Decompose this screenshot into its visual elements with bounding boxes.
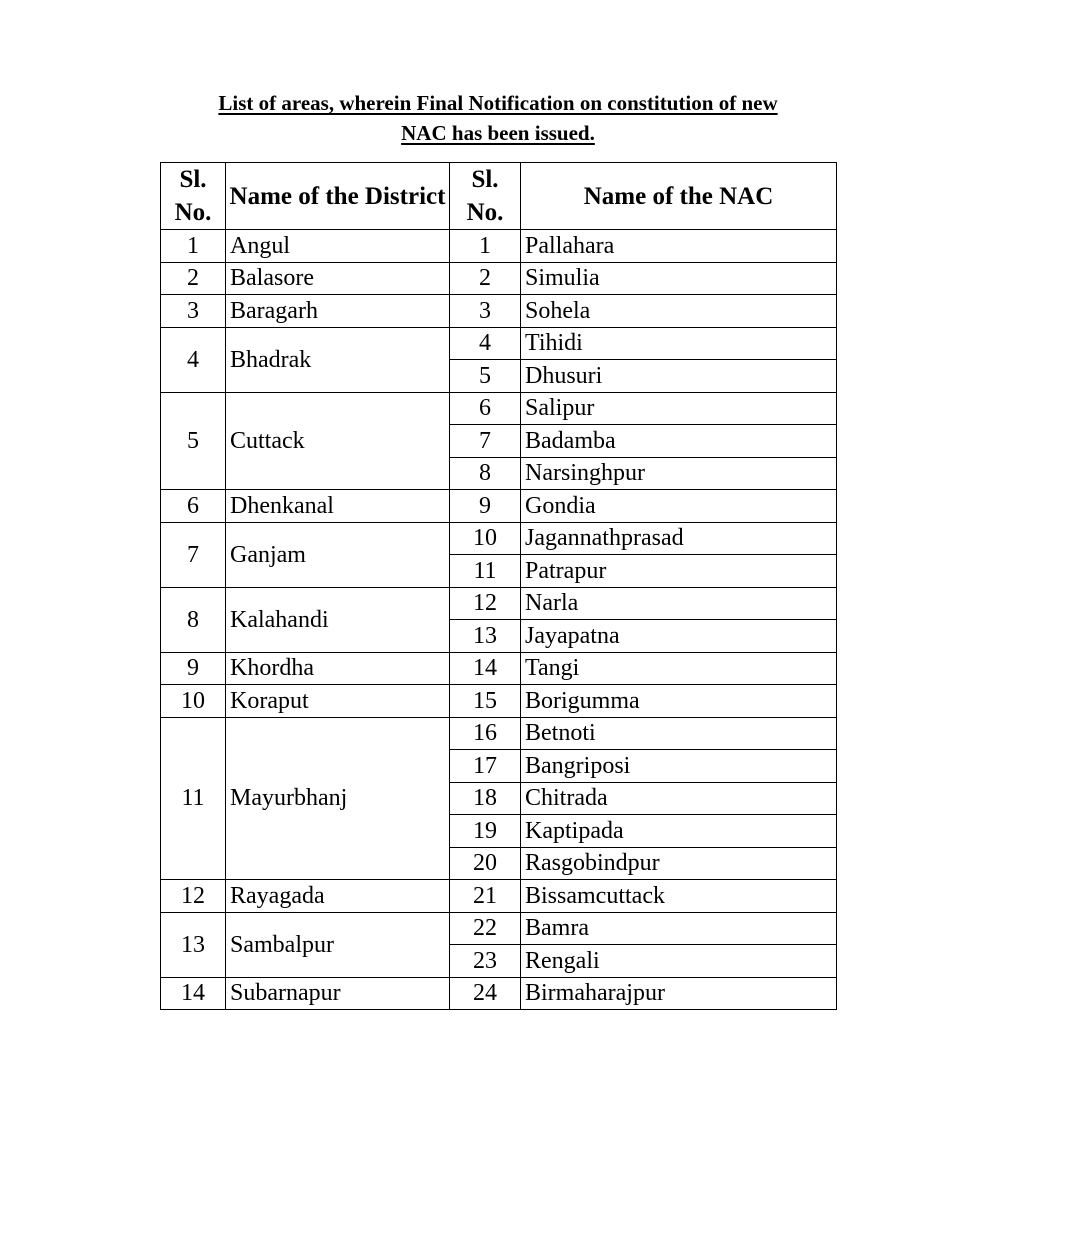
table-row: [161, 295, 837, 328]
nac-name: Bamra: [521, 912, 837, 945]
nac-sl-no: 24: [450, 977, 521, 1010]
table-row: [161, 880, 837, 913]
nac-name: Birmaharajpur: [521, 977, 837, 1010]
nac-sl-no: 5: [450, 360, 521, 393]
nac-name: Gondia: [521, 490, 837, 523]
header-nac-name: Name of the NAC: [521, 163, 837, 230]
table-row: [161, 327, 837, 360]
district-name: Ganjam: [226, 522, 450, 587]
district-sl-no: 10: [161, 685, 226, 718]
district-name: Balasore: [226, 262, 450, 295]
nac-sl-no: 17: [450, 750, 521, 783]
nac-name: Sohela: [521, 295, 837, 328]
district-sl-no: 9: [161, 652, 226, 685]
district-name: Khordha: [226, 652, 450, 685]
district-sl-no: 11: [161, 717, 226, 880]
nac-name: Badamba: [521, 425, 837, 458]
table-row: [161, 652, 837, 685]
nac-name: Narsinghpur: [521, 457, 837, 490]
district-name: Rayagada: [226, 880, 450, 913]
document-title: [160, 88, 836, 148]
table-body: [161, 230, 837, 1010]
nac-sl-no: 4: [450, 327, 521, 360]
nac-name: Bissamcuttack: [521, 880, 837, 913]
table-row: [161, 587, 837, 620]
nac-sl-no: 13: [450, 620, 521, 653]
district-sl-no: 14: [161, 977, 226, 1010]
table-row: [161, 685, 837, 718]
nac-name: Kaptipada: [521, 815, 837, 848]
nac-sl-no: 23: [450, 945, 521, 978]
table-header-row: [161, 163, 837, 230]
nac-sl-no: 3: [450, 295, 521, 328]
district-sl-no: 3: [161, 295, 226, 328]
nac-sl-no: 2: [450, 262, 521, 295]
nac-sl-no: 18: [450, 782, 521, 815]
nac-sl-no: 6: [450, 392, 521, 425]
table-row: [161, 912, 837, 945]
district-sl-no: 8: [161, 587, 226, 652]
nac-sl-no: 1: [450, 230, 521, 263]
nac-sl-no: 8: [450, 457, 521, 490]
district-name: Sambalpur: [226, 912, 450, 977]
district-name: Dhenkanal: [226, 490, 450, 523]
district-name: Koraput: [226, 685, 450, 718]
nac-sl-no: 16: [450, 717, 521, 750]
nac-name: Rasgobindpur: [521, 847, 837, 880]
district-name: Bhadrak: [226, 327, 450, 392]
district-sl-no: 1: [161, 230, 226, 263]
title-line-2: NAC has been issued.: [401, 121, 595, 145]
nac-name: Tangi: [521, 652, 837, 685]
table-row: [161, 230, 837, 263]
header-district-name: Name of the District: [226, 163, 450, 230]
nac-name: Betnoti: [521, 717, 837, 750]
nac-sl-no: 10: [450, 522, 521, 555]
district-sl-no: 5: [161, 392, 226, 490]
nac-sl-no: 9: [450, 490, 521, 523]
table-row: [161, 977, 837, 1010]
district-name: Subarnapur: [226, 977, 450, 1010]
nac-sl-no: 15: [450, 685, 521, 718]
table-row: [161, 717, 837, 750]
nac-name: Dhusuri: [521, 360, 837, 393]
nac-sl-no: 21: [450, 880, 521, 913]
district-name: Mayurbhanj: [226, 717, 450, 880]
nac-table: [160, 162, 837, 1010]
nac-name: Rengali: [521, 945, 837, 978]
nac-name: Jagannathprasad: [521, 522, 837, 555]
district-name: Angul: [226, 230, 450, 263]
district-sl-no: 2: [161, 262, 226, 295]
table-row: [161, 262, 837, 295]
table-row: [161, 522, 837, 555]
district-sl-no: 12: [161, 880, 226, 913]
nac-name: Pallahara: [521, 230, 837, 263]
nac-sl-no: 14: [450, 652, 521, 685]
nac-name: Jayapatna: [521, 620, 837, 653]
district-sl-no: 6: [161, 490, 226, 523]
nac-name: Bangriposi: [521, 750, 837, 783]
district-sl-no: 13: [161, 912, 226, 977]
district-name: Cuttack: [226, 392, 450, 490]
nac-name: Simulia: [521, 262, 837, 295]
nac-sl-no: 7: [450, 425, 521, 458]
title-line-1: List of areas, wherein Final Notification on constitution of new: [218, 91, 778, 115]
nac-name: Patrapur: [521, 555, 837, 588]
nac-sl-no: 11: [450, 555, 521, 588]
nac-sl-no: 19: [450, 815, 521, 848]
district-name: Baragarh: [226, 295, 450, 328]
table-row: [161, 392, 837, 425]
table-row: [161, 490, 837, 523]
nac-sl-no: 20: [450, 847, 521, 880]
header-district-sl-no: Sl. No.: [161, 163, 226, 230]
nac-name: Narla: [521, 587, 837, 620]
nac-sl-no: 12: [450, 587, 521, 620]
header-nac-sl-no: Sl. No.: [450, 163, 521, 230]
nac-name: Borigumma: [521, 685, 837, 718]
district-sl-no: 4: [161, 327, 226, 392]
district-name: Kalahandi: [226, 587, 450, 652]
nac-name: Chitrada: [521, 782, 837, 815]
district-sl-no: 7: [161, 522, 226, 587]
nac-name: Tihidi: [521, 327, 837, 360]
nac-sl-no: 22: [450, 912, 521, 945]
nac-name: Salipur: [521, 392, 837, 425]
